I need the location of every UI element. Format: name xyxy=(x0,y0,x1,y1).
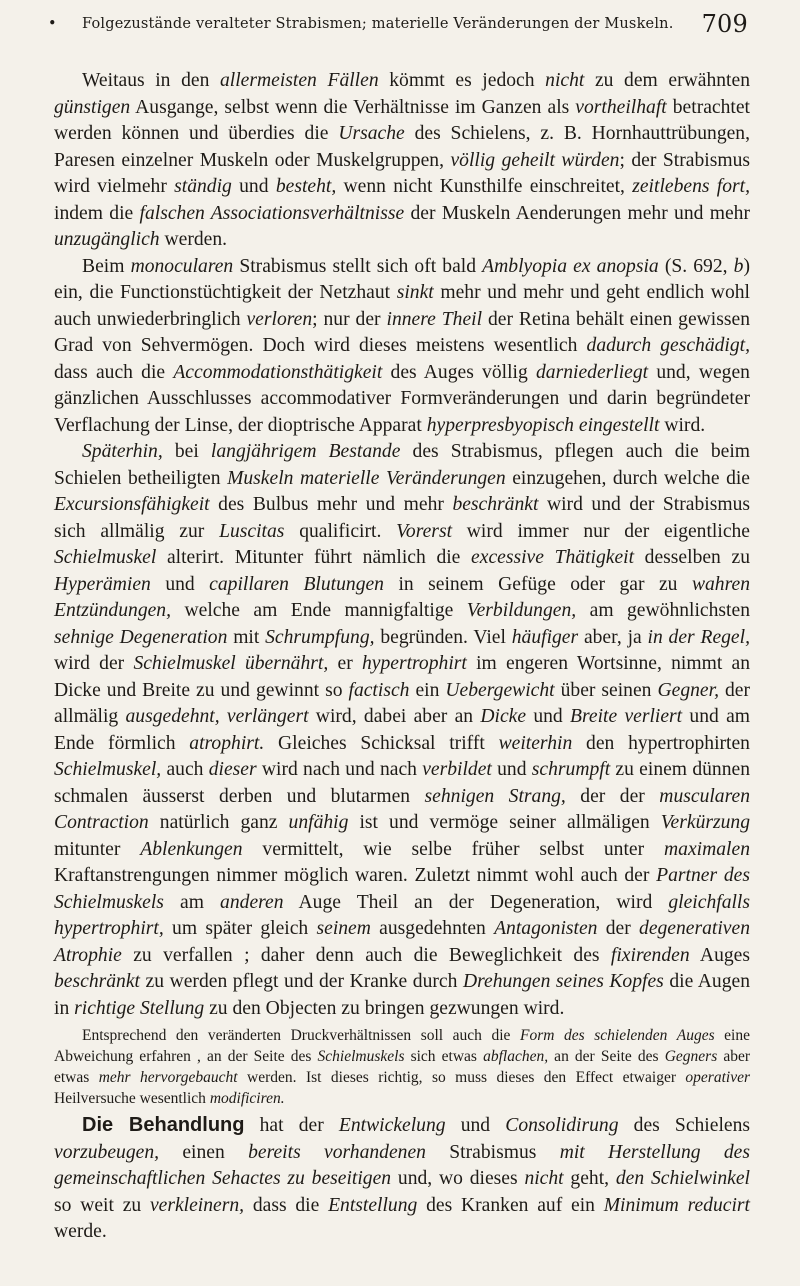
emphasis-text: Ursache xyxy=(338,123,405,144)
emphasis-text: Accommodationsthätigkeit xyxy=(173,361,383,383)
text-run: Auges xyxy=(689,944,750,966)
header-marker: • xyxy=(48,16,57,32)
emphasis-text: verbildet xyxy=(422,759,492,780)
emphasis-text: Schielmuskels xyxy=(317,1048,405,1065)
text-run: am xyxy=(163,891,221,913)
text-run: des Schielens, z. B. Hornhauttrübungen, Paresen einzelner Muskeln oder Muskelgruppen, xyxy=(54,123,751,171)
emphasis-text: Schielmuskel übernährt, xyxy=(133,653,329,674)
text-run: natürlich ganz xyxy=(148,812,289,833)
text-run: des Bulbus mehr und mehr xyxy=(209,494,453,515)
text-run: der allmälig xyxy=(54,679,751,727)
text-run: wird, dabei aber an xyxy=(308,706,481,727)
text-run: vermittelt, wie selbe früher selbst unter xyxy=(242,838,665,860)
emphasis-text: Entstellung xyxy=(328,1194,418,1216)
text-run: alterirt. Mitunter führt nämlich die xyxy=(156,547,472,568)
emphasis-text: günstigen xyxy=(54,96,131,118)
text-run: hat der xyxy=(244,1115,339,1136)
emphasis-text: Verkürzung xyxy=(660,812,751,833)
emphasis-text: beschränkt xyxy=(54,971,140,992)
emphasis-text: Drehungen seines Kopfes xyxy=(462,971,664,992)
text-run: wird der xyxy=(54,653,134,674)
emphasis-text: capillaren Blutungen xyxy=(209,573,384,595)
emphasis-text: Ablenkungen xyxy=(140,838,243,860)
emphasis-text: verloren xyxy=(246,308,313,330)
text-run: des Auges völlig xyxy=(382,361,536,383)
emphasis-text: Verbildungen, xyxy=(466,600,577,621)
emphasis-text: b xyxy=(733,255,744,277)
emphasis-text: sehnige Degeneration xyxy=(54,626,228,648)
emphasis-text: dadurch geschädigt, xyxy=(586,335,750,356)
text-run: und xyxy=(150,573,210,595)
emphasis-text: häufiger xyxy=(511,626,579,648)
emphasis-text: Späterhin, xyxy=(82,441,163,462)
text-run: ein xyxy=(409,679,446,701)
text-run: der Retina behält einen gewissen Grad von Sehvermögen. Doch wird dieses meistens wesentlich xyxy=(54,308,750,356)
emphasis-text: sinkt xyxy=(396,282,434,303)
emphasis-text: Gegners xyxy=(664,1048,718,1065)
emphasis-text: degenerativen Atrophie xyxy=(54,918,750,966)
text-run: den hypertrophirten xyxy=(572,732,750,754)
emphasis-text: mehr hervorgebaucht xyxy=(98,1069,238,1086)
text-run: werden. Ist dieses richtig, so muss dieses den Effect etwaiger xyxy=(237,1069,686,1086)
emphasis-text: den Schielwinkel xyxy=(615,1168,750,1189)
text-run: desselben zu xyxy=(634,547,751,568)
emphasis-text: langjährigem Bestande xyxy=(210,441,401,462)
text-run: (S. 692, xyxy=(658,255,734,277)
emphasis-text: nicht xyxy=(545,70,585,91)
text-run: und, wo dieses xyxy=(391,1168,525,1189)
text-run: wenn nicht Kunsthilfe einschreitet, xyxy=(336,176,633,197)
emphasis-text: factisch xyxy=(348,679,410,701)
emphasis-text: gleichfalls hypertrophirt, xyxy=(54,891,751,939)
text-run: einen xyxy=(159,1141,249,1163)
emphasis-text: innere Theil xyxy=(386,308,483,330)
emphasis-text: Consolidirung xyxy=(505,1115,619,1136)
text-run: zu dem erwähnten xyxy=(584,70,750,91)
text-run: dass die xyxy=(244,1194,329,1216)
emphasis-text: operativer xyxy=(685,1069,750,1086)
text-run: dass auch die xyxy=(54,361,174,383)
text-run: des Kranken auf ein xyxy=(417,1194,604,1216)
text-run: bei xyxy=(162,441,211,462)
emphasis-text: muscularen Contraction xyxy=(54,785,750,833)
emphasis-text: Hyperämien xyxy=(54,573,151,595)
emphasis-text: hyperpresbyopisch eingestellt xyxy=(426,414,660,436)
emphasis-text: ausgedehnt, verlängert xyxy=(125,706,309,727)
emphasis-text: Breite verliert xyxy=(570,706,683,727)
text-run: geht, xyxy=(563,1168,616,1189)
emphasis-text: ständig xyxy=(174,176,232,197)
text-run: Kraftanstrengungen nimmer möglich waren. Zuletzt nimmt wohl auch der xyxy=(54,865,657,886)
emphasis-text: Muskeln materielle Veränderungen xyxy=(227,467,506,489)
text-run: und xyxy=(491,759,532,780)
emphasis-text: in der Regel, xyxy=(647,626,750,648)
text-run: Heilversuche wesentlich xyxy=(54,1090,210,1107)
emphasis-text: vorzubeugen, xyxy=(54,1141,160,1163)
text-run: indem die xyxy=(54,202,140,224)
body-text xyxy=(54,68,750,1246)
emphasis-text: excessive Thätigkeit xyxy=(471,547,635,568)
text-run: wird. xyxy=(659,414,706,436)
text-run: ausgedehnten xyxy=(370,918,495,939)
emphasis-text: mit Herstellung des gemeinschaftlichen Sehactes zu beseitigen xyxy=(54,1141,750,1189)
emphasis-text: richtige Stellung xyxy=(74,997,205,1019)
text-run: am gewöhnlichsten xyxy=(576,600,750,621)
text-run: Beim xyxy=(82,255,131,277)
emphasis-text: Partner des Schielmuskels xyxy=(54,865,750,913)
text-run: im engeren Wortsinne, nimmt an Dicke und Breite zu und gewinnt so xyxy=(54,653,750,701)
text-run: wird immer nur der eigentliche xyxy=(452,520,751,542)
text-run: auch xyxy=(161,759,209,780)
text-run: und xyxy=(445,1115,506,1136)
running-title: Folgezustände veralteter Strabismen; materielle Veränderungen der Muskeln. xyxy=(82,16,674,32)
text-run: und xyxy=(526,706,571,727)
text-run: des Schielens xyxy=(618,1115,751,1136)
emphasis-text: Gegner, xyxy=(657,679,719,701)
text-run: die Augen in xyxy=(54,971,750,1019)
emphasis-text: Amblyopia ex anopsia xyxy=(482,255,659,277)
emphasis-text: Form des schielenden Auges xyxy=(520,1027,715,1044)
emphasis-text: nicht xyxy=(524,1168,564,1189)
text-run: über seinen xyxy=(554,679,658,701)
text-run: zu den Objecten zu bringen gezwungen wird. xyxy=(204,997,565,1019)
emphasis-text: besteht, xyxy=(275,176,337,197)
emphasis-text: wahren Entzündungen, xyxy=(54,573,750,621)
emphasis-text: unfähig xyxy=(288,812,349,833)
emphasis-text: dieser xyxy=(208,759,257,780)
emphasis-text: unzugänglich xyxy=(54,229,160,250)
emphasis-text: zeitlebens fort, xyxy=(632,176,750,197)
emphasis-text: bereits vorhandenen xyxy=(248,1141,426,1163)
text-run: Strabismus stellt sich oft bald xyxy=(233,255,483,277)
text-run: wird und der Strabismus sich allmälig zur xyxy=(54,494,750,542)
text-run: einzugehen, durch welche die xyxy=(505,467,751,489)
text-run: er xyxy=(328,653,362,674)
text-run: ; nur der xyxy=(312,308,387,330)
text-run: Ausgange, selbst wenn die Verhältnisse im Ganzen als xyxy=(130,96,576,118)
emphasis-text: fixirenden xyxy=(610,944,690,966)
emphasis-text: schrumpft xyxy=(531,759,611,780)
emphasis-text: völlig geheilt würden xyxy=(450,149,620,171)
emphasis-text: anderen xyxy=(220,891,284,913)
emphasis-text: Schielmuskel, xyxy=(54,759,162,780)
text-run: ) ein, die Functionstüchtigkeit der Netzhaut xyxy=(54,255,750,303)
emphasis-text: Schielmuskel xyxy=(54,547,157,568)
emphasis-text: beschränkt xyxy=(452,494,539,515)
text-run: ; der Strabismus wird vielmehr xyxy=(54,149,750,197)
paragraph-p5 xyxy=(54,1112,750,1246)
text-run: aber, ja xyxy=(578,626,648,648)
text-run: zu verfallen ; daher denn auch die Beweglichkeit des xyxy=(121,944,611,966)
text-run: in seinem Gefüge oder gar zu xyxy=(383,573,692,595)
emphasis-text: verkleinern, xyxy=(149,1194,245,1216)
text-run: an der Seite des xyxy=(548,1048,665,1065)
text-run: qualificirt. xyxy=(284,520,397,542)
emphasis-text: modificiren. xyxy=(209,1090,285,1107)
text-run: und, wegen gänzlichen Ausschlusses accommodativer Formveränderungen und darin begründeter Verflachung der Linse, der dioptrische Apparat xyxy=(54,361,750,436)
emphasis-text: Luscitas xyxy=(219,520,285,542)
text-run: wird nach und nach xyxy=(256,759,423,780)
emphasis-text: falschen Associationsverhältnisse xyxy=(139,202,405,224)
paragraph-p3 xyxy=(54,439,750,1022)
text-run: ist und vermöge seiner allmäligen xyxy=(348,812,661,833)
text-run: Strabismus xyxy=(425,1141,560,1163)
emphasis-text: Minimum reducirt xyxy=(603,1194,750,1216)
text-run: mehr und mehr und geht endlich wohl auch unwiederbringlich xyxy=(54,282,750,330)
text-run: Gleiches Schicksal trifft xyxy=(264,732,499,754)
text-run: eine Abweichung erfahren , an der Seite des xyxy=(54,1027,750,1065)
text-run: mitunter xyxy=(54,838,141,860)
emphasis-text: hypertrophirt xyxy=(361,653,467,674)
text-run: der der xyxy=(565,785,660,807)
text-run: des Strabismus, pflegen auch die beim Schielen betheiligten xyxy=(54,441,751,489)
text-run: begründen. Viel xyxy=(374,626,512,648)
emphasis-text: Entwickelung xyxy=(338,1115,446,1136)
emphasis-text: Uebergewicht xyxy=(445,679,555,701)
text-run: werde. xyxy=(54,1221,107,1242)
emphasis-text: Excursionsfähigkeit xyxy=(54,494,210,515)
text-run: mit xyxy=(227,626,266,648)
emphasis-text: weiterhin xyxy=(498,732,573,754)
text-run: um später gleich xyxy=(163,918,317,939)
text-run: welche am Ende mannigfaltige xyxy=(171,600,467,621)
emphasis-text: abflachen, xyxy=(483,1048,549,1065)
emphasis-text: Antagonisten xyxy=(494,918,598,939)
paragraph-p1 xyxy=(54,68,750,254)
paragraph-p4 xyxy=(54,1025,750,1109)
text-run: sich etwas xyxy=(404,1048,484,1065)
paragraph-p2 xyxy=(54,254,750,440)
emphasis-text: monocularen xyxy=(130,255,234,277)
emphasis-text: vortheilhaft xyxy=(575,96,667,118)
text-run: und xyxy=(231,176,276,197)
emphasis-text: sehnigen Strang, xyxy=(424,785,566,807)
emphasis-text: Dicke xyxy=(480,706,527,727)
emphasis-text: allermeisten Fällen xyxy=(220,70,379,91)
text-run: zu werden pflegt und der Kranke durch xyxy=(139,971,463,992)
emphasis-text: darniederliegt xyxy=(536,361,649,383)
text-run: so weit zu xyxy=(54,1194,150,1216)
text-run: aber etwas xyxy=(54,1048,751,1086)
text-run: betrachtet werden können und überdies die xyxy=(54,96,750,144)
emphasis-text: atrophirt. xyxy=(189,732,265,754)
emphasis-text: seinem xyxy=(316,918,371,939)
section-lead: Die Behandlung xyxy=(82,1114,245,1136)
text-run: kömmt es jedoch xyxy=(378,70,546,91)
emphasis-text: Schrumpfung, xyxy=(265,626,375,648)
emphasis-text: maximalen xyxy=(664,838,750,860)
text-run: Auge Theil an der Degeneration, wird xyxy=(283,891,669,913)
page-number: 709 xyxy=(701,10,748,38)
emphasis-text: Vorerst xyxy=(396,520,453,542)
text-run: zu einem dünnen schmalen äusserst derben und blutarmen xyxy=(54,759,750,807)
text-run: der xyxy=(597,918,640,939)
text-run: Entsprechend den veränderten Druckverhältnissen soll auch die xyxy=(82,1027,521,1044)
text-run: und am Ende förmlich xyxy=(54,706,751,754)
text-run: werden. xyxy=(159,229,228,250)
text-run: Weitaus in den xyxy=(82,70,220,91)
text-run: der Muskeln Aenderungen mehr und mehr xyxy=(404,202,750,224)
